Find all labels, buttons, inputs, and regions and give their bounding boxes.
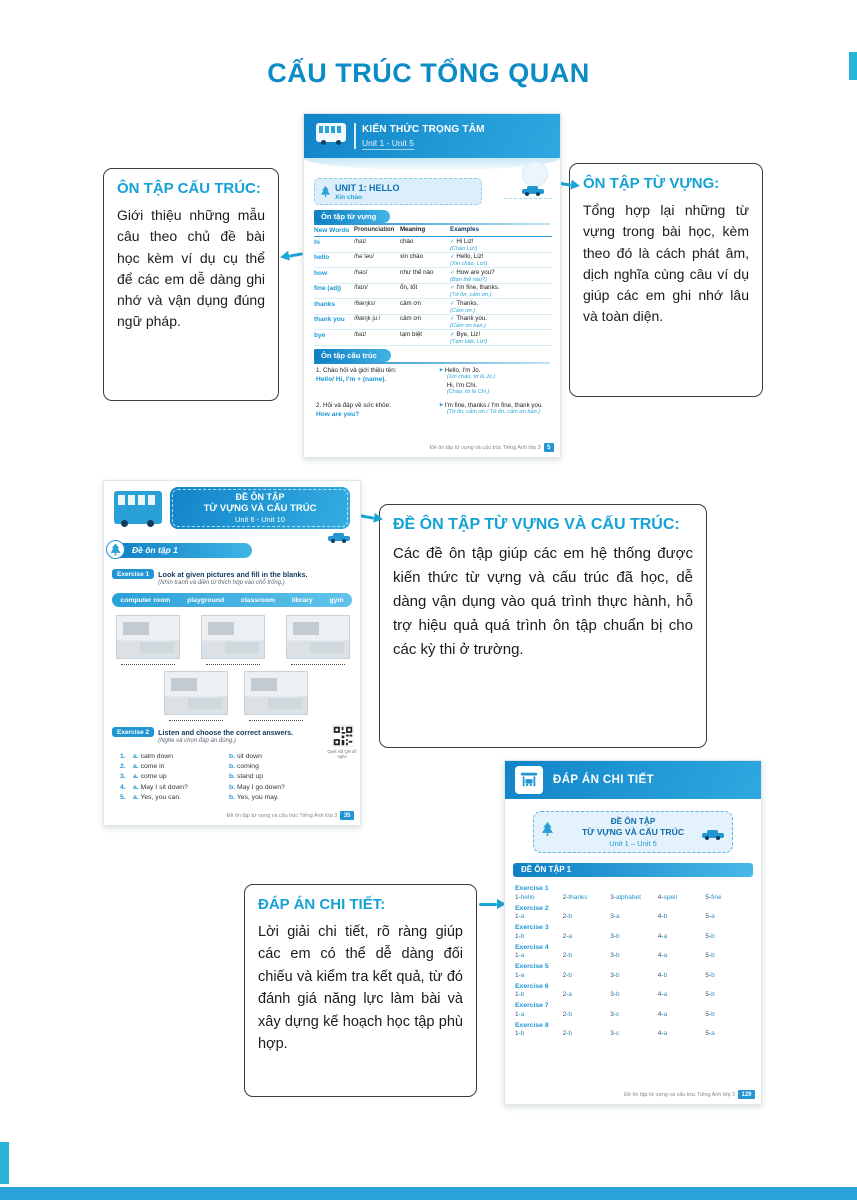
- answers-row: [515, 952, 753, 959]
- answer: 2-thanks: [562, 893, 588, 901]
- exercise1-picture: [201, 615, 265, 659]
- vocab-word: hi: [314, 238, 320, 246]
- check-icon: ✓: [450, 316, 455, 323]
- option-row: [120, 784, 354, 791]
- preview-page-knowledge: [303, 113, 561, 458]
- vocab-meaning: cảm ơn: [400, 315, 421, 323]
- section-heading-structure: Ôn tập cấu trúc: [314, 349, 391, 362]
- answer: 3-b: [610, 932, 620, 940]
- callout-vocab-review: [569, 163, 763, 397]
- option-number: 3.: [120, 773, 126, 781]
- vocab-word: thank you: [314, 316, 345, 324]
- header-title: KIẾN THỨC TRỌNG TÂM: [362, 124, 485, 135]
- answer: 4-b: [657, 913, 668, 920]
- footer-text: Đề ôn tập từ vựng và cấu trúc Tiếng Anh lớp 3: [624, 1091, 735, 1098]
- corner-accent-bottom-left: [0, 1142, 9, 1184]
- answer: 3-alphabet: [610, 893, 641, 901]
- vocab-example-translation: (Xin chào, Liz!): [450, 261, 488, 268]
- answer: 1-b: [515, 932, 525, 940]
- test-section-title: Đề ôn tập 1: [110, 543, 252, 558]
- answers-exercise-block: [515, 983, 753, 999]
- banner-line1: ĐỀ ÔN TẬP: [610, 817, 656, 826]
- vocab-pronunciation: /haʊ/: [354, 269, 368, 276]
- answer-blank: [291, 664, 345, 665]
- answer: 3-c: [610, 1030, 620, 1037]
- answer: 2-b: [562, 1010, 572, 1018]
- vocab-example: ✓ Thank you. (Cảm ơn bạn.): [450, 316, 552, 329]
- option-number: 5.: [120, 793, 126, 801]
- section-heading-vocab: Ôn tập từ vựng: [314, 210, 390, 223]
- answer: 4-spell: [657, 893, 677, 901]
- callout-title: ĐÁP ÁN CHI TIẾT:: [258, 896, 386, 913]
- answer: 2-b: [562, 1030, 572, 1037]
- vocab-example-translation: (Bạn thế nào?): [450, 276, 488, 283]
- check-icon: ✓: [450, 331, 455, 338]
- answer-blank: [169, 720, 223, 721]
- vocab-pronunciation: /θæŋk juː/: [354, 316, 381, 323]
- exercise-title: Look at given pictures and fill in the blanks.: [158, 570, 308, 579]
- answer: 1-a: [515, 952, 525, 959]
- answer: 2-b: [562, 952, 572, 959]
- answer: 1-a: [515, 971, 525, 979]
- vocab-example: ✓ Thanks. (Cảm ơn.): [450, 301, 552, 314]
- vocab-example-translation: (Tớ ổn, cảm ơn.): [450, 292, 492, 299]
- option-row: [120, 763, 354, 770]
- word-bank-item: classroom: [241, 596, 276, 604]
- structure-label: 2. Hỏi và đáp về sức khỏe:: [316, 402, 391, 409]
- vocab-meaning: như thế nào: [400, 268, 434, 276]
- test-header-banner: [170, 487, 350, 529]
- col-header-meaning: Meaning: [400, 226, 426, 233]
- answers-row: [515, 913, 753, 920]
- vocab-meaning: xin chào: [400, 253, 424, 261]
- word-bank-item: library: [291, 596, 313, 604]
- page-title: CẤU TRÚC TỔNG QUAN: [267, 58, 590, 88]
- banner-line2: TỪ VỰNG VÀ CẤU TRÚC: [581, 827, 685, 837]
- structure-item-1: 1. Chào hỏi và giới thiệu tên: Hello/ Hi, I'm + (name). ▶ Hello, I'm Jo. (Xin chào, tớ là Jo.) Hi, I'm Chi. (Chào, tớ là Chi.): [316, 367, 496, 396]
- check-icon: ✓: [450, 269, 455, 276]
- preview-page-answers: [504, 760, 762, 1105]
- page-number: 5: [544, 443, 554, 452]
- exercise2-options: [120, 753, 354, 804]
- option-row: [120, 773, 354, 780]
- vocab-meaning: chào: [400, 237, 414, 245]
- answer: 1-b: [515, 1030, 525, 1037]
- answer: 4-a: [657, 991, 668, 998]
- answer: 1-a: [515, 1010, 525, 1018]
- exercise-label: Exercise 3: [515, 924, 549, 931]
- answer: 3-b: [610, 971, 620, 979]
- vocab-row: [314, 315, 552, 331]
- answer: 4-a: [657, 1010, 668, 1018]
- word-bank-item: playground: [187, 596, 225, 604]
- answers-row: [515, 894, 753, 901]
- answer: 3-c: [610, 1010, 620, 1018]
- col-header-pronunciation: Pronunciation: [354, 227, 395, 233]
- answer: 2-b: [562, 913, 572, 920]
- option-a: a. May I sit down?: [133, 783, 188, 791]
- exercise-tag: Exercise 2: [112, 727, 154, 737]
- bus-stop-icon: [520, 771, 538, 789]
- answers-header-band: [505, 761, 761, 799]
- section-rule: [314, 223, 550, 225]
- answer: 5-b: [705, 991, 715, 998]
- vocab-meaning: tạm biệt: [400, 330, 423, 338]
- vocab-example-translation: (Cảm ơn.): [450, 307, 476, 314]
- answers-row: [515, 991, 753, 998]
- exercise-note: (Nghe và chọn đáp án đúng.): [158, 738, 236, 744]
- vocab-pronunciation: /həˈləʊ/: [354, 254, 375, 261]
- structure-pattern: How are you?: [316, 411, 360, 419]
- answer: 3-a: [610, 913, 620, 920]
- col-header-new-words: New Words: [314, 227, 350, 234]
- word-bank-item: gym: [329, 596, 344, 604]
- page-number: 35: [340, 811, 354, 820]
- qr-caption: Quét mã QR để nghe: [327, 749, 357, 760]
- exercise1-picture: [286, 615, 350, 659]
- callout-body: Giới thiệu những mẫu câu theo chủ đề bài học kèm ví dụ cụ thể để các em dễ dàng ghi nhớ và vận dụng đúng ngữ pháp.: [117, 207, 265, 330]
- callout-title: ÔN TẬP TỪ VỰNG:: [583, 175, 720, 192]
- tree-icon: [111, 544, 121, 556]
- header-wave: [304, 158, 560, 170]
- dashed-road-line: [504, 198, 552, 199]
- structure-item-2: 2. Hỏi và đáp về sức khỏe: How are you? ▶ I'm fine, thanks./ I'm fine, thank you. (Tớ ổn, cảm ơn./ Tớ ổn, cảm ơn bạn.): [316, 402, 544, 419]
- answers-row: [515, 1030, 753, 1037]
- car-icon: [522, 184, 544, 196]
- answer: 4-a: [657, 1030, 668, 1037]
- answers-row: [515, 1011, 753, 1018]
- answers-exercise-block: [515, 963, 753, 979]
- answer: 4-a: [657, 952, 668, 959]
- callout-title: ĐỀ ÔN TẬP TỪ VỰNG VÀ CẤU TRÚC:: [393, 516, 680, 533]
- vocab-example: ✓ How are you? (Bạn thế nào?): [450, 270, 552, 283]
- exercise-label: Exercise 2: [515, 904, 549, 912]
- answers-exercise-block: [515, 944, 753, 960]
- answers-exercise-block: [515, 885, 753, 901]
- page-footer: [226, 811, 354, 820]
- vocab-row: [314, 253, 552, 269]
- answer: 4-b: [657, 971, 668, 979]
- option-b: b. May I go down?: [229, 783, 285, 791]
- vocab-word: bye: [314, 331, 326, 339]
- option-row: [120, 753, 354, 760]
- answer: 2-a: [562, 932, 572, 940]
- answer: 3-b: [610, 952, 620, 959]
- check-icon: ✓: [450, 238, 455, 245]
- vocab-example: ✓ Bye, Liz! (Tạm biệt, Liz!): [450, 332, 552, 345]
- footer-text: Đề ôn tập từ vựng và cấu trúc Tiếng Anh lớp 3: [226, 812, 338, 819]
- bus-icon: [316, 123, 346, 145]
- answer: 5-a: [705, 1030, 715, 1037]
- vocab-word: thanks: [314, 300, 335, 308]
- callout-body: Các đề ôn tập giúp các em hệ thống được kiến thức từ vựng và cấu trúc đã học, dễ dàng vận dụng vào quá trình thực hành, hỗ trợ hiệu quả quá trình ôn tập chuẩn bị cho các kỳ thi ở trường.: [393, 545, 693, 658]
- callout-practice-tests: [379, 504, 707, 748]
- callout-body: Lời giải chi tiết, rõ ràng giúp các em có thể dễ dàng đối chiếu và kiểm tra kết quả, từ đó đánh giá năng lực làm bài và xây dựng kế hoạch học tập phù hợp.: [258, 924, 463, 1053]
- answers-exercise-block: [515, 1002, 753, 1018]
- option-b: b. coming: [229, 763, 259, 771]
- vocab-table-header: [314, 227, 552, 237]
- option-row: [120, 794, 354, 801]
- exercise-title: Listen and choose the correct answers.: [158, 728, 294, 737]
- vocab-pronunciation: /baɪ/: [354, 331, 367, 338]
- preview-page-test: [103, 480, 361, 826]
- exercise-tag: Exercise 1: [112, 569, 154, 579]
- car-icon: [702, 828, 724, 840]
- callout-title: ÔN TẬP CẤU TRÚC:: [117, 180, 261, 197]
- exercise1-picture: [116, 615, 180, 659]
- vocab-pronunciation: /haɪ/: [354, 238, 367, 245]
- vocab-example-translation: (Tạm biệt, Liz!): [450, 338, 488, 345]
- answer: 5-fine: [705, 893, 722, 901]
- arrow-to-structure-callout: [280, 248, 306, 263]
- bottom-accent-band: [0, 1187, 857, 1200]
- answer: 5-b: [705, 952, 715, 959]
- word-bank: [112, 593, 352, 607]
- unit-banner: [314, 178, 482, 205]
- exercise-label: Exercise 7: [515, 1002, 549, 1009]
- vocab-word: how: [314, 269, 327, 277]
- exercise-label: Exercise 5: [515, 963, 549, 970]
- vocab-row: [314, 299, 552, 315]
- answers-list: [515, 885, 753, 1041]
- answer-blank: [121, 664, 175, 665]
- option-a: a. Yes, you can.: [133, 793, 181, 801]
- vocab-word: hello: [314, 254, 330, 262]
- exercise-note: (Nhìn tranh và điền từ thích hợp vào chỗ trống.): [158, 580, 285, 586]
- page-number: 129: [738, 1090, 755, 1099]
- answers-row: [515, 933, 753, 940]
- banner-line1: ĐỀ ÔN TẬP: [235, 491, 285, 502]
- unit-subtitle: Xin chào: [335, 193, 363, 201]
- header-divider: [354, 123, 356, 149]
- vocab-example: ✓ Hi Liz! (Chào Liz!): [450, 239, 552, 252]
- answer: 2-a: [562, 991, 572, 998]
- tree-icon: [321, 186, 330, 197]
- answers-unit-banner: [533, 811, 733, 853]
- structure-label: 1. Chào hỏi và giới thiệu tên:: [316, 367, 397, 374]
- answer: 1-a: [515, 913, 525, 920]
- check-icon: ✓: [450, 285, 455, 292]
- option-b: b. Yes, you may.: [229, 793, 279, 801]
- vocab-table-body: [314, 237, 552, 346]
- page-header-band: [304, 114, 560, 158]
- vocab-row: [314, 284, 552, 300]
- option-b: b. sit down: [229, 753, 262, 760]
- section-rule: [314, 362, 550, 364]
- check-icon: ✓: [450, 300, 455, 307]
- option-a: a. calm down: [133, 753, 174, 760]
- callout-body: Tổng hợp lại những từ vựng trong bài học, kèm theo đó là cách phát âm, dịch nghĩa cùng câu ví dụ giúp các em ghi nhớ lâu và toàn diện.: [583, 202, 749, 325]
- answers-title: ĐÁP ÁN CHI TIẾT: [553, 774, 654, 786]
- unit-title: UNIT 1: HELLO: [335, 182, 400, 193]
- exercise1-picture: [164, 671, 228, 715]
- answer-blank: [249, 720, 303, 721]
- answers-section-title: ĐỀ ÔN TẬP 1: [513, 863, 753, 877]
- bus-stop-badge: [515, 766, 543, 794]
- arrow-bullet-icon: ▶: [439, 402, 444, 407]
- exercise2-heading: [112, 727, 326, 745]
- option-a: a. come up: [133, 773, 167, 781]
- page-footer: [624, 1090, 755, 1099]
- banner-units: Unit 6 - Unit 10: [234, 515, 286, 525]
- car-icon: [328, 531, 350, 543]
- answer-blank: [206, 664, 260, 665]
- header-units: Unit 1 - Unit 5: [362, 138, 414, 148]
- vocab-table: [314, 227, 552, 346]
- exercise-label: Exercise 1: [515, 885, 549, 892]
- exercise-label: Exercise 4: [515, 943, 549, 951]
- answer: 5-b: [705, 932, 715, 940]
- vocab-example-translation: (Cảm ơn bạn.): [450, 323, 487, 330]
- answer: 5-b: [705, 971, 715, 979]
- banner-units: Unit 1 – Unit 5: [609, 838, 657, 848]
- answer: 3-b: [610, 991, 620, 998]
- vocab-meaning: cảm ơn: [400, 299, 421, 307]
- word-bank-item: computer room: [120, 596, 171, 604]
- vocab-meaning: ổn, tốt: [400, 284, 418, 292]
- qr-code-icon: [332, 725, 354, 747]
- exercise-label: Exercise 6: [515, 982, 549, 990]
- tree-badge: [106, 540, 125, 559]
- bus-icon: [114, 491, 162, 527]
- option-number: 2.: [120, 763, 126, 771]
- vocab-pronunciation: /θæŋks/: [354, 300, 376, 307]
- callout-structure-review: [103, 168, 279, 401]
- arrow-bullet-icon: ▶: [439, 367, 444, 372]
- vocab-pronunciation: /faɪn/: [354, 285, 368, 292]
- answer: 4-a: [657, 932, 668, 940]
- callout-answer-key: [244, 884, 477, 1097]
- answer: 1-hello: [515, 893, 535, 901]
- banner-line2: TỪ VỰNG VÀ CẤU TRÚC: [203, 502, 317, 514]
- exercise1-picture: [244, 671, 308, 715]
- vocab-example: ✓ I'm fine, thanks. (Tớ ổn, cảm ơn.): [450, 285, 552, 298]
- option-a: a. come in: [133, 763, 165, 771]
- answers-exercise-block: [515, 924, 753, 940]
- structure-pattern: Hello/ Hi, I'm + (name).: [316, 376, 387, 384]
- option-number: 4.: [120, 783, 126, 791]
- option-number: 1.: [120, 753, 126, 760]
- vocab-example: ✓ Hello, Liz! (Xin chào, Liz!): [450, 254, 552, 267]
- answers-exercise-block: [515, 1022, 753, 1038]
- vocab-row: [314, 330, 552, 346]
- answer: 5-b: [705, 1010, 715, 1018]
- exercise1-heading: [112, 569, 326, 587]
- answers-row: [515, 972, 753, 979]
- answer: 1-b: [515, 991, 525, 998]
- check-icon: ✓: [450, 254, 455, 261]
- vocab-row: [314, 268, 552, 284]
- footer-text: Đề ôn tập từ vựng và cấu trúc Tiếng Anh lớp 3: [429, 444, 541, 451]
- vocab-row: [314, 237, 552, 253]
- vocab-word: fine (adj): [314, 285, 342, 293]
- page-footer: [430, 443, 554, 452]
- answer: 2-b: [562, 971, 572, 979]
- col-header-examples: Examples: [450, 226, 479, 233]
- arrow-to-answers-page: [477, 899, 505, 910]
- vocab-example-translation: (Chào Liz!): [450, 245, 478, 252]
- answers-exercise-block: [515, 905, 753, 921]
- option-b: b. stand up: [229, 773, 264, 781]
- exercise-label: Exercise 8: [515, 1021, 549, 1029]
- answer: 5-a: [705, 913, 715, 920]
